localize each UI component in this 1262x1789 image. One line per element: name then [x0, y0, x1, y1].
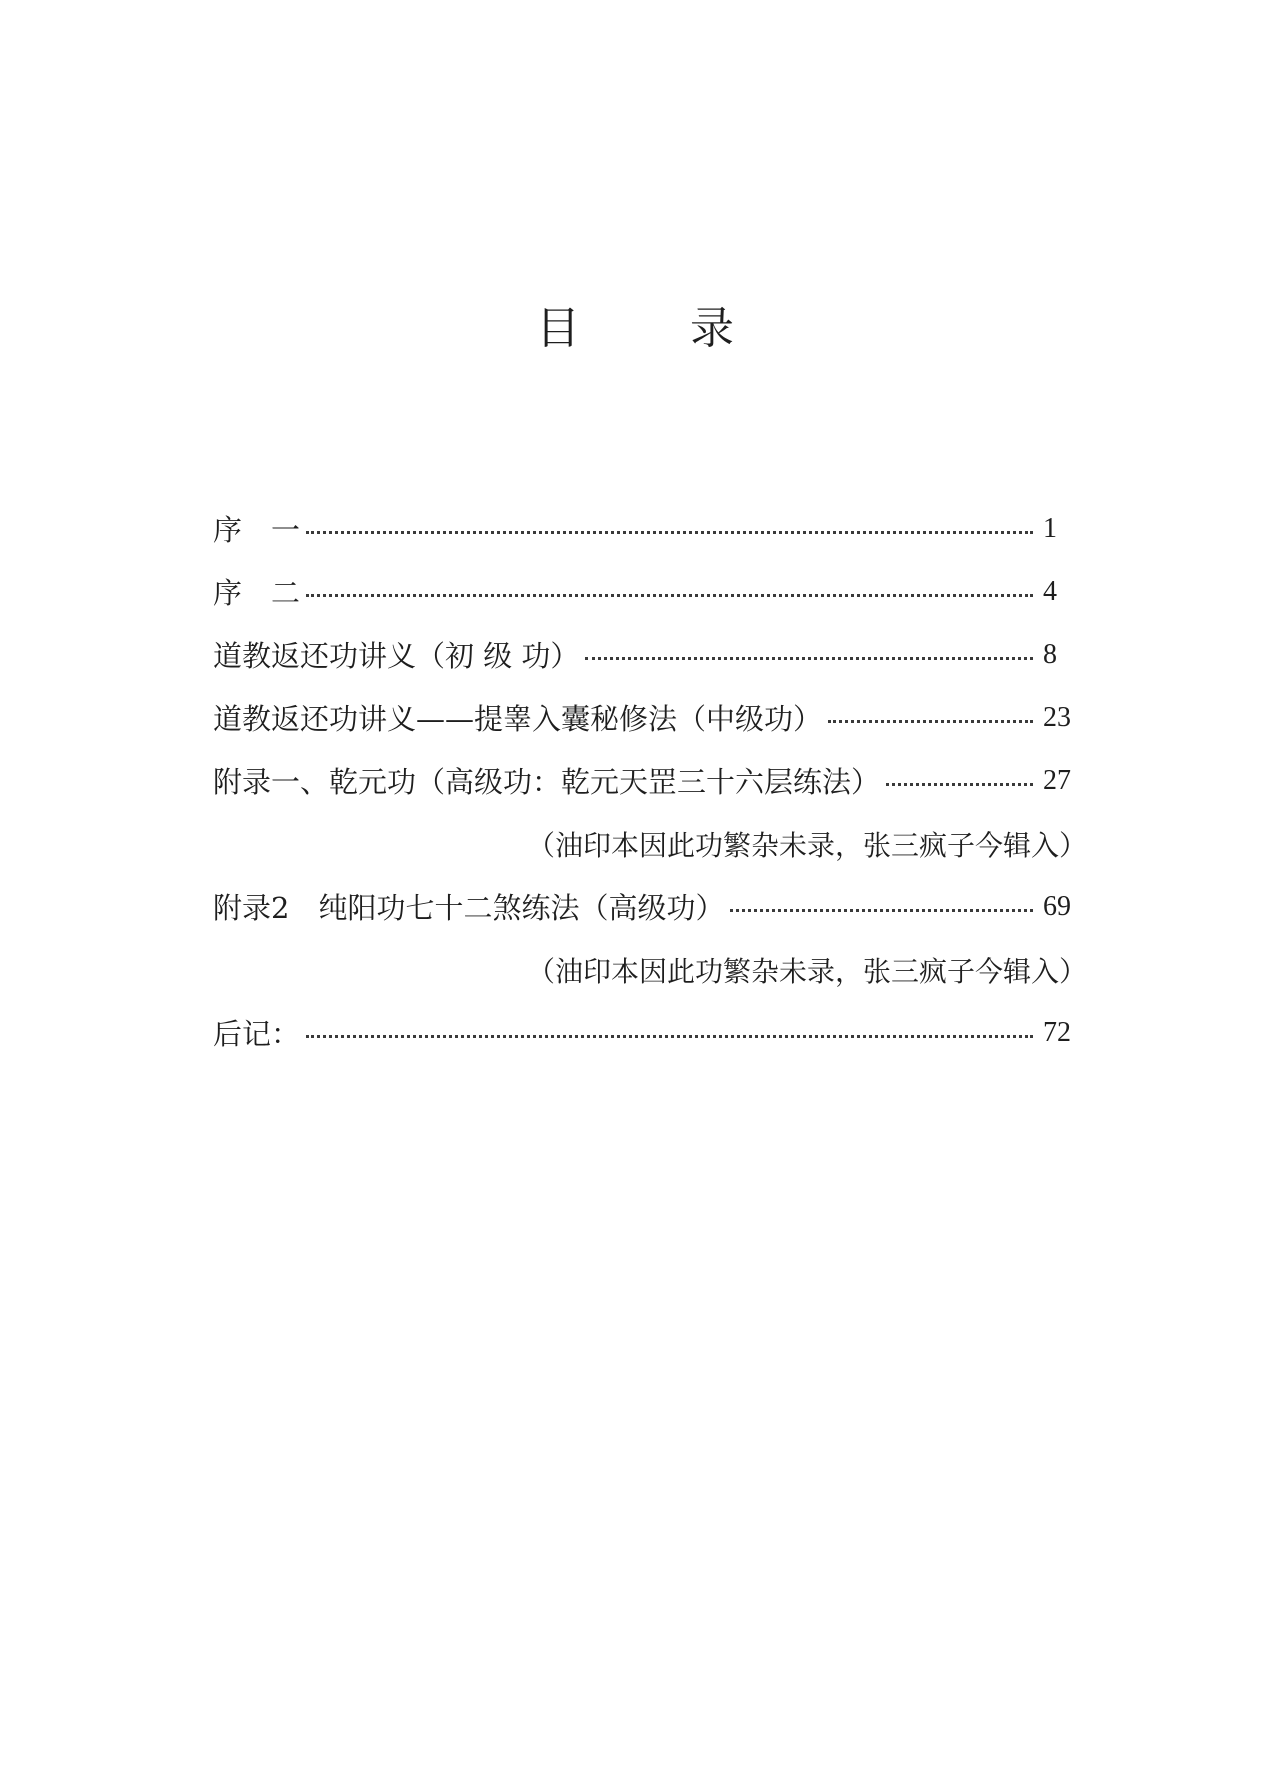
dot-leader	[306, 531, 1033, 534]
toc-entry-label: 序 一	[213, 513, 301, 547]
toc-entry-label: 序 二	[213, 576, 301, 610]
toc-entry-label: 附录一、乾元功（高级功：乾元天罡三十六层练法）	[213, 765, 881, 799]
toc-entry-page: 4	[1043, 575, 1057, 607]
toc-entry-note: （油印本因此功繁杂未录，张三疯子今辑入）	[526, 954, 1087, 988]
dot-leader	[730, 909, 1033, 912]
toc-entry-page: 23	[1043, 701, 1071, 733]
toc-entry[interactable]	[213, 623, 1083, 686]
dot-leader	[828, 720, 1033, 723]
toc-entry-page: 27	[1043, 764, 1071, 796]
toc-entry-note: （油印本因此功繁杂未录，张三疯子今辑入）	[526, 828, 1087, 862]
toc-entry[interactable]	[213, 749, 1083, 812]
dot-leader	[306, 594, 1033, 597]
title-char-1: 目	[536, 303, 580, 354]
dot-leader	[886, 783, 1033, 786]
toc-entry-page: 72	[1043, 1016, 1071, 1048]
toc-entry[interactable]	[213, 1001, 1083, 1064]
toc-entry-label: 道教返还功讲义（初 级 功）	[213, 639, 580, 673]
toc-entry-page: 1	[1043, 512, 1057, 544]
dot-leader	[306, 1035, 1033, 1038]
toc-entry-label: 道教返还功讲义——提睾入囊秘修法（中级功）	[213, 702, 823, 736]
title-char-2: 录	[690, 303, 734, 354]
toc-entry[interactable]	[213, 497, 1083, 560]
toc-entry[interactable]	[213, 560, 1083, 623]
dot-leader	[585, 657, 1033, 660]
toc-entry-label: 后记：	[213, 1017, 301, 1051]
toc-entry[interactable]	[213, 875, 1083, 938]
page-title	[0, 292, 1262, 356]
toc-entry[interactable]	[213, 686, 1083, 749]
toc-entry-page: 8	[1043, 638, 1057, 670]
toc-entry-label: 附录2 纯阳功七十二煞练法（高级功）	[213, 891, 725, 925]
toc-entry-page: 69	[1043, 890, 1071, 922]
table-of-contents	[213, 497, 1087, 1064]
